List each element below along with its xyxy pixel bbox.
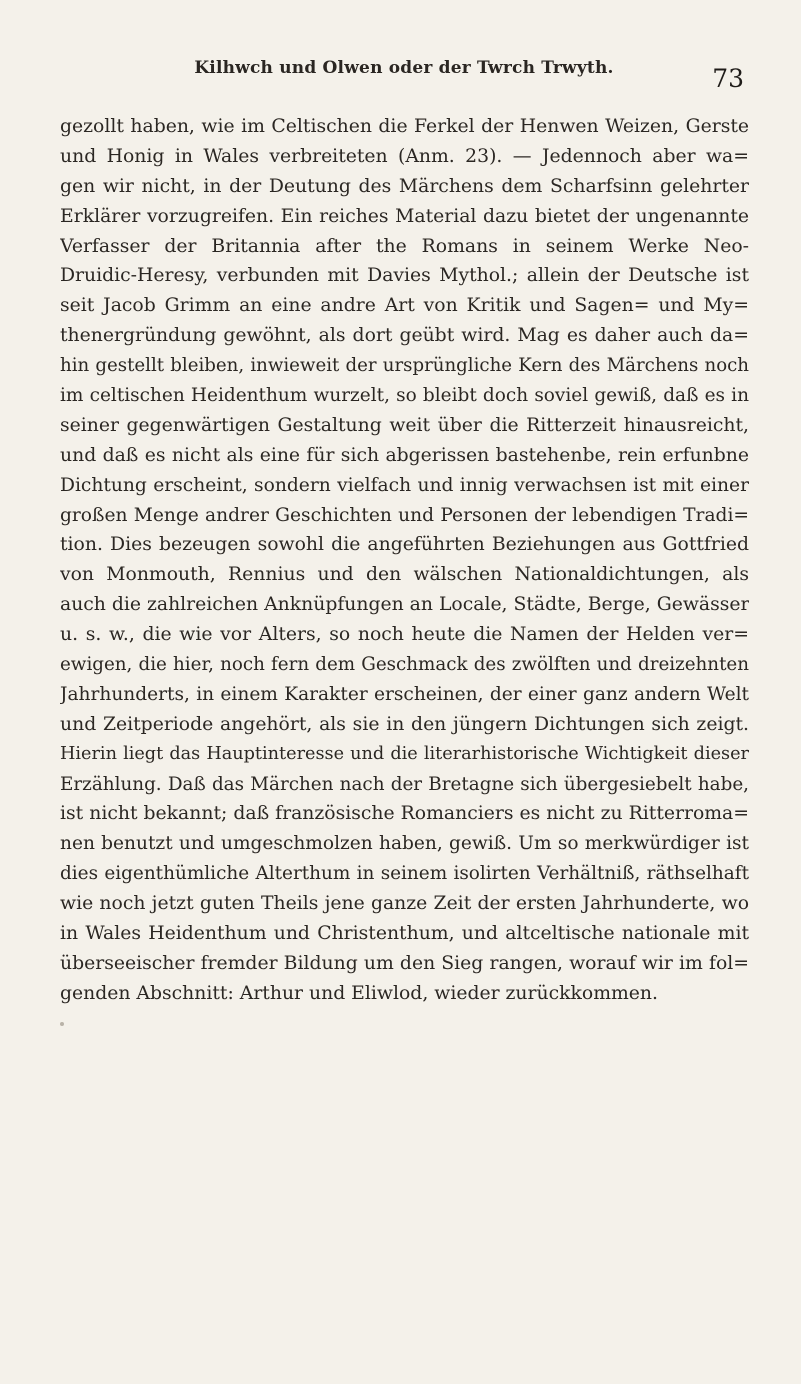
text-line: dies eigenthümliche Alterthum in seinem isolirten Verhältniß, räthselhaft (60, 863, 749, 885)
text-line: Erklärer vorzugreifen. Ein reiches Material dazu bietet der ungenannte (60, 205, 749, 227)
text-line: großen Menge andrer Geschichten und Personen der lebendigen Tradi= (60, 504, 749, 526)
text-line: Erzählung. Daß das Märchen nach der Bretagne sich übergesiebelt habe, (60, 773, 749, 795)
text-line: gezollt haben, wie im Celtischen die Ferkel der Henwen Weizen, Gerste (60, 116, 749, 137)
text-line: Hierin liegt das Hauptinteresse und die literarhistorische Wichtigkeit dieser (60, 743, 749, 764)
running-head (64, 58, 744, 94)
text-line: ewigen, die hier, noch fern dem Geschmack des zwölften und dreizehnten (60, 654, 749, 676)
body-paragraph (60, 112, 749, 1009)
text-line: nen benutzt und umgeschmolzen haben, gewiß. Um so merkwürdiger ist (60, 833, 749, 855)
text-line: Druidic-Heresy, verbunden mit Davies Mythol.; allein der Deutsche ist (60, 265, 749, 287)
text-line: im celtischen Heidenthum wurzelt, so bleibt doch soviel gewiß, daß es in (60, 385, 749, 407)
text-line: thenergründung gewöhnt, als dort geübt wird. Mag es daher auch da= (60, 325, 749, 347)
text-line: hin gestellt bleiben, inwieweit der ursprüngliche Kern des Märchens noch (60, 355, 749, 377)
paper-speck (60, 1022, 64, 1026)
text-line: tion. Dies bezeugen sowohl die angeführten Beziehungen aus Gottfried (60, 534, 749, 556)
page-number: 73 (712, 64, 744, 93)
text-line: seit Jacob Grimm an eine andre Art von Kritik und Sagen= und My= (60, 295, 749, 317)
text-line: auch die zahlreichen Anknüpfungen an Locale, Städte, Berge, Gewässer (60, 594, 749, 616)
text-line: u. s. w., die wie vor Alters, so noch heute die Namen der Helden ver= (60, 624, 749, 646)
text-line: und daß es nicht als eine für sich abgerissen bastehenbe, rein erfunbne (60, 444, 749, 466)
text-line: und Zeitperiode angehört, als sie in den jüngern Dichtungen sich zeigt. (60, 713, 749, 735)
text-line: von Monmouth, Rennius und den wälschen Nationaldichtungen, als (60, 564, 749, 586)
text-line: und Honig in Wales verbreiteten (Anm. 23). — Jedennoch aber wa= (60, 145, 749, 167)
text-line: genden Abschnitt: Arthur und Eliwlod, wieder zurückkommen. (60, 982, 658, 1004)
text-line: in Wales Heidenthum und Christenthum, und altceltische nationale mit (60, 923, 749, 945)
text-line: wie noch jetzt guten Theils jene ganze Zeit der ersten Jahrhunderte, wo (60, 893, 749, 915)
text-line: Dichtung erscheint, sondern vielfach und innig verwachsen ist mit einer (60, 474, 749, 496)
text-line: ist nicht bekannt; daß französische Romanciers es nicht zu Ritterroma= (60, 803, 749, 825)
text-line: gen wir nicht, in der Deutung des Märchens dem Scharfsinn gelehrter (60, 175, 749, 197)
text-line: seiner gegenwärtigen Gestaltung weit über die Ritterzeit hinausreicht, (60, 414, 749, 436)
text-line: Verfasser der Britannia after the Romans in seinem Werke Neo- (60, 235, 749, 257)
text-line: überseeischer fremder Bildung um den Sieg rangen, worauf wir im fol= (60, 952, 749, 974)
text-line: Jahrhunderts, in einem Karakter erscheinen, der einer ganz andern Welt (60, 683, 749, 705)
running-title: Kilhwch und Olwen oder der Twrch Trwyth. (194, 58, 614, 78)
